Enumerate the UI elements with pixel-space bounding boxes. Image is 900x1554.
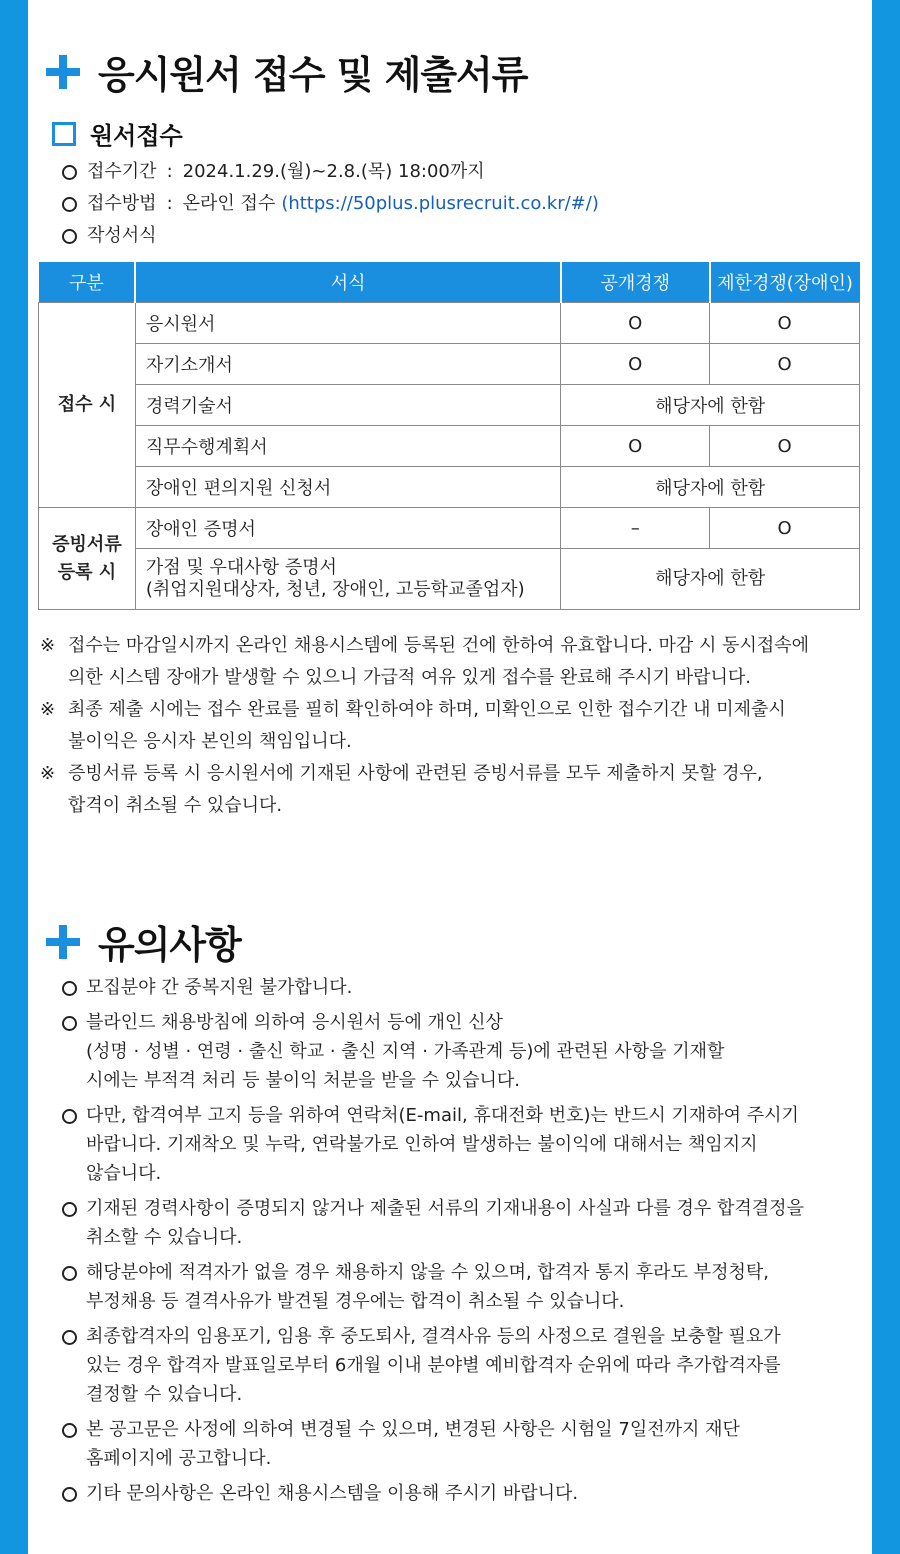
plus-icon: [46, 55, 80, 89]
circle-bullet-icon: [62, 197, 77, 212]
list-item: [62, 973, 862, 1002]
notes-list: [40, 630, 870, 822]
method-value: 온라인 접수: [182, 193, 276, 214]
group-line: 증빙서류: [52, 533, 122, 555]
item-line: 최종합격자의 임용포기, 임용 후 중도퇴사, 결격사유 등의 사정으로 결원을 보충할 필요가: [86, 1326, 781, 1347]
section-title-text: 유의사항: [98, 923, 241, 967]
group-line: 등록 시: [57, 561, 117, 583]
period-label: 접수기간: [87, 161, 157, 182]
note-line: 접수는 마감일시까지 온라인 채용시스템에 등록된 건에 한하여 유효합니다. 마감 시 동시접속에: [68, 635, 810, 656]
subtitle-application: [52, 116, 183, 151]
list-item: [62, 1194, 862, 1252]
reference-mark: ※: [40, 763, 56, 784]
limited-mark: O: [710, 508, 860, 549]
square-icon: [52, 122, 76, 146]
item-line: 본 공고문은 사정에 의하여 변경될 수 있으며, 변경된 사항은 시험일 7일전까지 재단: [86, 1419, 740, 1440]
item-line: (성명 · 성별 · 연령 · 출신 학교 · 출신 지역 · 가족관계 등)에 관련된 사항을 기재할: [86, 1041, 725, 1062]
note-item: [40, 758, 870, 822]
note-item: [40, 694, 870, 758]
section-title-notice: [46, 914, 241, 969]
header-limited: 제한경쟁(장애인): [710, 262, 860, 303]
open-mark: –: [561, 508, 710, 549]
item-line: 시에는 부적격 처리 등 불이익 처분을 받을 수 있습니다.: [86, 1070, 521, 1091]
table-row: [39, 344, 860, 385]
circle-bullet-icon: [62, 1016, 77, 1031]
method-label: 접수방법: [87, 193, 157, 214]
list-item: [62, 1479, 862, 1508]
item-line: 바랍니다. 기재착오 및 누락, 연락불가로 인하여 발생하는 불이익에 대해서는 책임지지: [86, 1134, 758, 1155]
circle-bullet-icon: [62, 1487, 77, 1502]
table-row: [39, 426, 860, 467]
item-line: 부정채용 등 결격사유가 발견될 경우에는 합격이 취소될 수 있습니다.: [86, 1291, 625, 1312]
merged-note: 해당자에 한함: [561, 467, 860, 508]
forms-table: [38, 262, 860, 610]
open-mark: O: [561, 303, 710, 344]
item-line: 블라인드 채용방침에 의하여 응시원서 등에 개인 신상: [86, 1012, 503, 1033]
item-line: 않습니다.: [86, 1163, 162, 1184]
bullet-method: 접수방법 : 온라인 접수 (https://50plus.plusrecruit.co.kr/#/): [62, 188, 599, 220]
table-header-row: [39, 262, 860, 303]
item-line: 기재된 경력사항이 증명되지 않거나 제출된 서류의 기재내용이 사실과 다를 경우 합격결정을: [86, 1198, 804, 1219]
open-mark: O: [561, 426, 710, 467]
header-form: 서식: [135, 262, 560, 303]
circle-bullet-icon: [62, 1202, 77, 1217]
item-line: 있는 경우 합격자 발표일로부터 6개월 이내 분야별 예비합격자 순위에 따라 추가합격자를: [86, 1355, 781, 1376]
header-open: 공개경쟁: [561, 262, 710, 303]
form-name: 자기소개서: [135, 344, 560, 385]
header-category: 구분: [39, 262, 136, 303]
document-page: [28, 0, 872, 1554]
form-name: 응시원서: [135, 303, 560, 344]
note-line: 증빙서류 등록 시 응시원서에 기재된 사항에 관련된 증빙서류를 모두 제출하지 못할 경우,: [68, 763, 763, 784]
note-line: 의한 시스템 장애가 발생할 수 있으니 가급적 여유 있게 접수를 완료해 주시기 바랍니다.: [68, 667, 751, 688]
list-item: [62, 1008, 862, 1095]
table-row: [39, 549, 860, 610]
form-name: [135, 549, 560, 610]
notice-list: [62, 973, 862, 1514]
item-line: 모집분야 간 중복지원 불가합니다.: [86, 977, 353, 998]
application-bullets: [62, 156, 599, 252]
bullet-period: 접수기간 : 2024.1.29.(월)~2.8.(목) 18:00까지: [62, 156, 599, 188]
group-cell-documents: [39, 508, 136, 610]
note-item: [40, 630, 870, 694]
item-line: 취소할 수 있습니다.: [86, 1227, 243, 1248]
limited-mark: O: [710, 344, 860, 385]
item-line: 기타 문의사항은 온라인 채용시스템을 이용해 주시기 바랍니다.: [86, 1483, 579, 1504]
group-cell-submission: 접수 시: [39, 303, 136, 508]
merged-note: 해당자에 한함: [561, 549, 860, 610]
list-item: [62, 1415, 862, 1473]
plus-icon: [46, 925, 80, 959]
bullet-forms: [62, 220, 599, 252]
note-line: 최종 제출 시에는 접수 완료를 필히 확인하여야 하며, 미확인으로 인한 접수기간 내 미제출시: [68, 699, 786, 720]
list-item: [62, 1322, 862, 1409]
table-row: [39, 385, 860, 426]
note-line: 합격이 취소될 수 있습니다.: [68, 795, 283, 816]
form-name: 경력기술서: [135, 385, 560, 426]
table-row: [39, 508, 860, 549]
list-item: [62, 1101, 862, 1188]
circle-bullet-icon: [62, 981, 77, 996]
forms-label: 작성서식: [87, 225, 157, 246]
circle-bullet-icon: [62, 1330, 77, 1345]
circle-bullet-icon: [62, 1423, 77, 1438]
item-line: 해당분야에 적격자가 없을 경우 채용하지 않을 수 있으며, 합격자 통지 후라도 부정청탁,: [86, 1262, 769, 1283]
form-name-line: (취업지원대상자, 청년, 장애인, 고등학교졸업자): [145, 579, 525, 600]
subtitle-text: 원서접수: [90, 122, 183, 150]
note-line: 불이익은 응시자 본인의 책임입니다.: [68, 731, 352, 752]
table-row: [39, 303, 860, 344]
item-line: 결정할 수 있습니다.: [86, 1384, 243, 1405]
circle-bullet-icon: [62, 229, 77, 244]
merged-note: 해당자에 한함: [561, 385, 860, 426]
section-title-application: [46, 44, 527, 99]
period-value: 2024.1.29.(월)~2.8.(목) 18:00까지: [182, 161, 485, 182]
limited-mark: O: [710, 303, 860, 344]
item-line: 홈페이지에 공고합니다.: [86, 1448, 272, 1469]
form-name: 장애인 증명서: [135, 508, 560, 549]
form-name: 직무수행계획서: [135, 426, 560, 467]
circle-bullet-icon: [62, 1266, 77, 1281]
limited-mark: O: [710, 426, 860, 467]
section-title-text: 응시원서 접수 및 제출서류: [98, 53, 528, 97]
reference-mark: ※: [40, 635, 56, 656]
form-name: 장애인 편의지원 신청서: [135, 467, 560, 508]
form-name-line: 가점 및 우대사항 증명서: [145, 557, 337, 578]
table-row: [39, 467, 860, 508]
open-mark: O: [561, 344, 710, 385]
reference-mark: ※: [40, 699, 56, 720]
circle-bullet-icon: [62, 1109, 77, 1124]
application-url-link[interactable]: (https://50plus.plusrecruit.co.kr/#/): [281, 193, 599, 214]
item-line: 다만, 합격여부 고지 등을 위하여 연락처(E-mail, 휴대전화 번호)는 반드시 기재하여 주시기: [86, 1105, 799, 1126]
circle-bullet-icon: [62, 165, 77, 180]
list-item: [62, 1258, 862, 1316]
